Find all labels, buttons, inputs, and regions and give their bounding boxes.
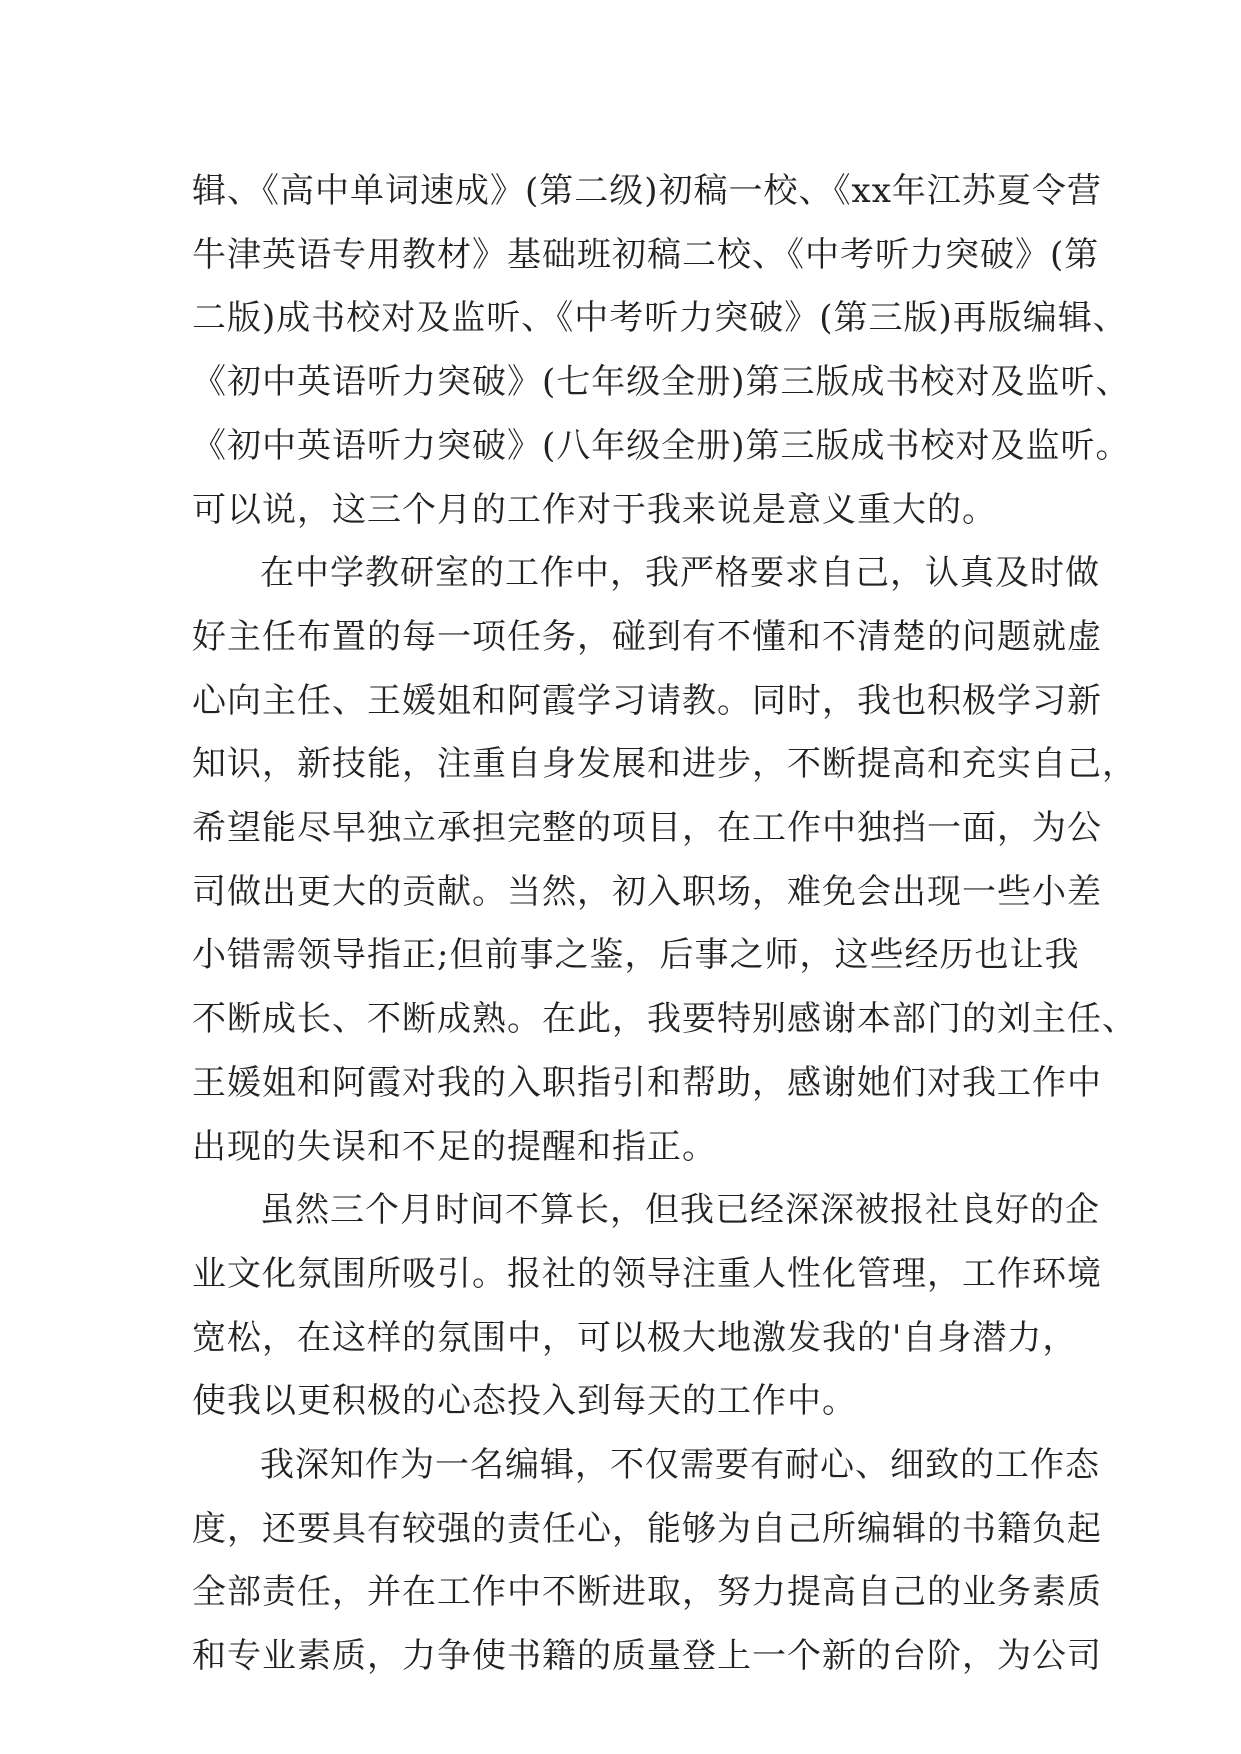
text-line: 在中学教研室的工作中，我严格要求自己，认真及时做 <box>260 553 1100 594</box>
text-line: 《初中英语听力突破》(七年级全册)第三版成书校对及监听、 <box>192 362 1131 403</box>
text-line: 不断成长、不断成熟。在此，我要特别感谢本部门的刘主任、 <box>192 999 1137 1040</box>
text-line: 好主任布置的每一项任务，碰到有不懂和不清楚的问题就虚 <box>192 616 1102 657</box>
text-line: 小错需领导指正;但前事之鉴，后事之师，这些经历也让我 <box>192 935 1080 976</box>
text-line: 出现的失误和不足的提醒和指正。 <box>192 1126 717 1167</box>
text-line: 知识，新技能，注重自身发展和进步，不断提高和充实自己， <box>192 744 1137 785</box>
text-line: 使我以更积极的心态投入到每天的工作中。 <box>192 1381 857 1422</box>
text-line: 希望能尽早独立承担完整的项目，在工作中独挡一面，为公 <box>192 808 1102 849</box>
text-line: 和专业素质，力争使书籍的质量登上一个新的台阶，为公司 <box>192 1636 1102 1677</box>
text-line: 业文化氛围所吸引。报社的领导注重人性化管理，工作环境 <box>192 1253 1102 1294</box>
text-line: 虽然三个月时间不算长，但我已经深深被报社良好的企 <box>260 1190 1100 1231</box>
text-line: 宽松，在这样的氛围中，可以极大地激发我的'自身潜力， <box>192 1317 1078 1358</box>
text-line: 王媛姐和阿霞对我的入职指引和帮助，感谢她们对我工作中 <box>192 1062 1102 1103</box>
text-line: 可以说，这三个月的工作对于我来说是意义重大的。 <box>192 489 997 530</box>
text-line: 全部责任，并在工作中不断进取，努力提高自己的业务素质 <box>192 1572 1102 1613</box>
text-line: 我深知作为一名编辑，不仅需要有耐心、细致的工作态 <box>260 1445 1100 1486</box>
text-line: 辑、《高中单词速成》(第二级)初稿一校、《xx年江苏夏令营 <box>192 171 1102 211</box>
text-line: 《初中英语听力突破》(八年级全册)第三版成书校对及监听。 <box>192 425 1131 466</box>
text-line: 司做出更大的贡献。当然，初入职场，难免会出现一些小差 <box>192 871 1102 912</box>
body-text <box>192 160 1137 1689</box>
text-line: 牛津英语专用教材》基础班初稿二校、《中考听力突破》(第 <box>192 234 1100 275</box>
text-line: 二版)成书校对及监听、《中考听力突破》(第三版)再版编辑、 <box>192 298 1128 339</box>
text-line: 度，还要具有较强的责任心，能够为自己所编辑的书籍负起 <box>192 1508 1102 1549</box>
text-line: 心向主任、王媛姐和阿霞学习请教。同时，我也积极学习新 <box>192 680 1102 721</box>
